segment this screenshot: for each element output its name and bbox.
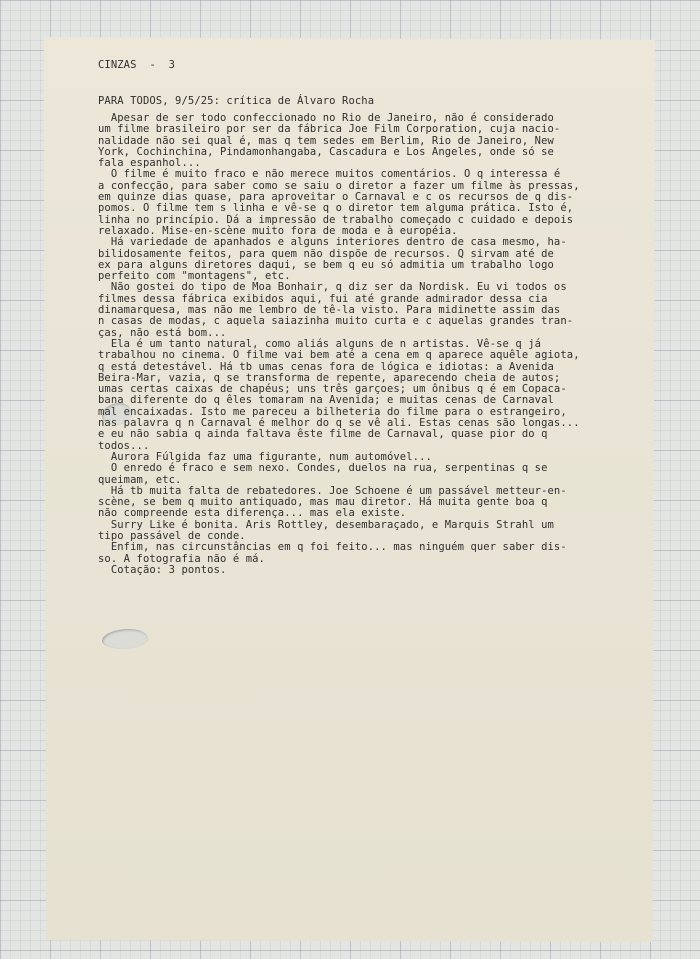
text-line: nalidade não sei qual é, mas q tem sedes em Berlim, Rio de Janeiro, New [98,134,554,147]
text-line: bana diferente do q êles tomaram na Avenida; e muitas cenas de Carnaval [98,394,554,407]
text-line: bilidosamente feitos, para quem não dispõe de recursos. Q sirvam até de [98,247,554,260]
text-line: dinamarquesa, mas não me lembro de tê-la visto. Para midinette assim das [98,304,561,317]
review-title: PARA TODOS, 9/5/25: crítica de Álvaro Rocha [98,95,375,107]
text-line: todos... [98,439,150,452]
text-line: n casas de modas, c aquela saiazinha muito curta e c aquelas grandes tran- [98,315,574,328]
text-line: O filme é muito fraco e não merece muitos comentários. O q interessa é [98,168,561,181]
text-line: nas palavra q n Carnaval é melhor do q se vê ali. Estas cenas são longas... [98,417,580,430]
text-line: umas certas caixas de chapéus; uns três garçoes; um ônibus q é em Copaca- [98,383,567,396]
text-line: Enfim, nas circunstâncias em q foi feito... mas ninguém quer saber dis- [98,541,567,554]
text-line: Há tb muita falta de rebatedores. Joe Schoene é um passável metteur-en- [98,484,567,497]
text-line: Surry Like é bonita. Aris Rottley, desembaraçado, e Marquis Strahl um [98,518,554,531]
text-line: queimam, etc. [98,473,182,486]
text-line: um filme brasileiro por ser da fábrica Joe Film Corporation, cuja nacio- [98,123,561,136]
text-line: O enredo é fraco e sem nexo. Condes, duelos na rua, serpentinas q se [98,462,548,475]
text-line: scène, se bem q muito antiquado, mas mau diretor. Há muita gente boa q [98,496,548,509]
text-line: so. A fotografia não é má. [98,552,265,565]
text-line: York, Cochinchina, Pindamonhangaba, Cascadura e Los Angeles, onde só se [98,145,554,158]
text-line: em quinze dias quase, para aproveitar o Carnaval e c os recursos de q dis- [98,191,574,204]
text-line: ças, não está bom... [98,326,227,339]
text-line: fala espanhol... [98,157,201,170]
text-line: ex para alguns diretores daqui, se bem q eu só admitia um trabalho logo [98,258,554,271]
text-line: linha no princípio. Dá a impressão de trabalho começado c cuidado e depois [98,213,574,226]
text-line: tipo passável de conde. [98,529,246,542]
page-header: CINZAS - 3 [98,59,176,71]
review-body [98,113,580,576]
paper-tear [102,629,148,649]
text-line: filmes dessa fábrica exibidos aqui, fui até grande admirador dessa cia [98,292,548,305]
text-line: relaxado. Mise-en-scène muito fora de moda e à européia. [98,224,458,237]
text-line: q está detestável. Há tb umas cenas fora de lógica e idiotas: a Avenida [98,360,554,373]
text-line: Ela é um tanto natural, como aliás alguns de n artistas. Vê-se q já [98,337,542,350]
text-line: a confecção, para saber como se saiu o diretor a fazer um filme às pressas, [98,179,580,192]
text-line: mal encaixadas. Isto me pareceu a bilheteria do filme para o estrangeiro, [98,405,567,418]
text-line: e eu não sabia q ainda faltava êste filme de Carnaval, quase pior do q [98,428,548,441]
text-line: Beira-Mar, vazia, q se transforma de repente, aparecendo cheia de autos; [98,371,561,384]
text-line: pomos. O filme tem s linha e vê-se q o diretor tem alguma prática. Isto é, [98,202,574,215]
text-line: Há variedade de apanhados e alguns interiores dentro de casa mesmo, ha- [98,236,567,249]
text-line: Apesar de ser todo confeccionado no Rio de Janeiro, não é considerado [98,112,554,124]
text-line: não compreende esta diferença... mas ela existe. [98,507,407,520]
text-line: Aurora Fúlgida faz uma figurante, num automóvel... [98,450,432,463]
text-line: perfeito com "montagens", etc. [98,270,291,283]
text-line: Cotação: 3 pontos. [98,563,227,576]
text-line: Não gostei do tipo de Moa Bonhair, q diz ser da Nordisk. Eu vi todos os [98,281,567,294]
text-line: trabalhou no cinema. O filme vai bem até a cena em q aparece aquêle agiota, [98,349,580,362]
